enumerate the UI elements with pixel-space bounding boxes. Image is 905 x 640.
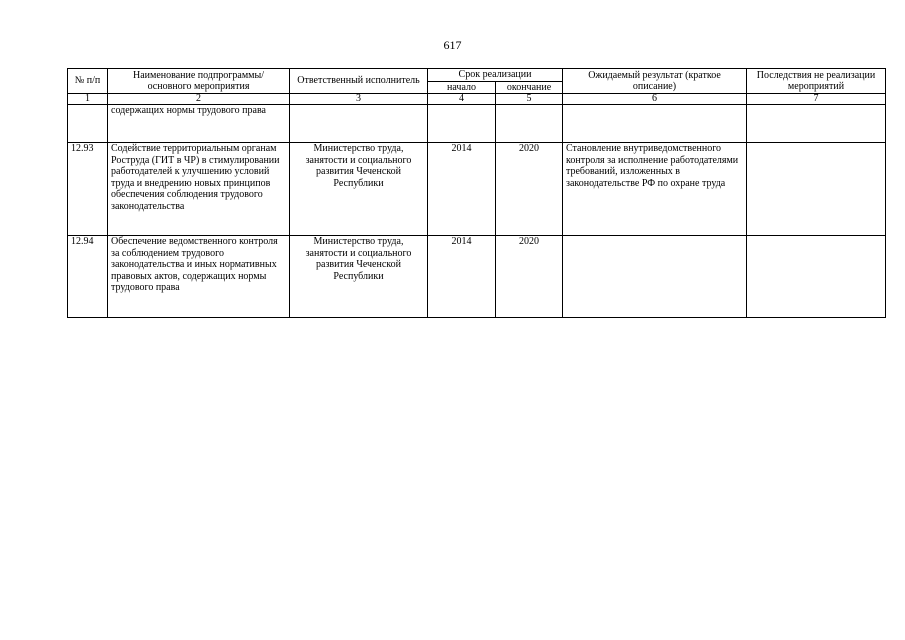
header-result: Ожидаемый результат (краткое описание) xyxy=(563,69,747,94)
row-consequences xyxy=(747,105,886,143)
column-number: 1 xyxy=(68,94,108,105)
table-row xyxy=(68,236,886,318)
row-executor: Министерство труда, занятости и социального развития Чеченской Республики xyxy=(290,236,428,318)
measures-table xyxy=(67,68,886,318)
header-consequences: Последствия не реализации мероприятий xyxy=(747,69,886,94)
row-end: 2020 xyxy=(496,143,563,236)
row-num: 12.93 xyxy=(68,143,108,236)
row-num: 12.94 xyxy=(68,236,108,318)
table-row xyxy=(68,143,886,236)
column-number: 3 xyxy=(290,94,428,105)
row-name: Содействие территориальным органам Роструда (ГИТ в ЧР) в стимулировании работодателей к улучшению условий труда и внедрению новых принципов обеспечения соблюдения трудового законодательства xyxy=(108,143,290,236)
table-row xyxy=(68,105,886,143)
page-number: 617 xyxy=(443,38,462,52)
header-row-1 xyxy=(68,69,886,82)
row-end xyxy=(496,105,563,143)
row-result xyxy=(563,105,747,143)
row-executor: Министерство труда, занятости и социального развития Чеченской Республики xyxy=(290,143,428,236)
column-number: 4 xyxy=(428,94,496,105)
header-num: № п/п xyxy=(68,69,108,94)
column-numbers-row xyxy=(68,94,886,105)
header-period: Срок реализации xyxy=(428,69,563,82)
column-number: 2 xyxy=(108,94,290,105)
row-name: содержащих нормы трудового права xyxy=(108,105,290,143)
row-executor xyxy=(290,105,428,143)
row-start: 2014 xyxy=(428,143,496,236)
column-number: 5 xyxy=(496,94,563,105)
row-consequences xyxy=(747,236,886,318)
row-consequences xyxy=(747,143,886,236)
row-result xyxy=(563,236,747,318)
column-number: 6 xyxy=(563,94,747,105)
row-start xyxy=(428,105,496,143)
row-end: 2020 xyxy=(496,236,563,318)
row-result: Становление внутриведомственного контроля за исполнение работодателями требований, изложенных в законодательстве РФ по охране труда xyxy=(563,143,747,236)
header-executor: Ответственный исполнитель xyxy=(290,69,428,94)
column-number: 7 xyxy=(747,94,886,105)
header-period-end: окончание xyxy=(496,81,563,94)
header-period-start: начало xyxy=(428,81,496,94)
header-name: Наименование подпрограммы/ основного мероприятия xyxy=(108,69,290,94)
row-num xyxy=(68,105,108,143)
row-name: Обеспечение ведомственного контроля за соблюдением трудового законодательства и иных нормативных правовых актов, содержащих нормы трудового права xyxy=(108,236,290,318)
row-start: 2014 xyxy=(428,236,496,318)
